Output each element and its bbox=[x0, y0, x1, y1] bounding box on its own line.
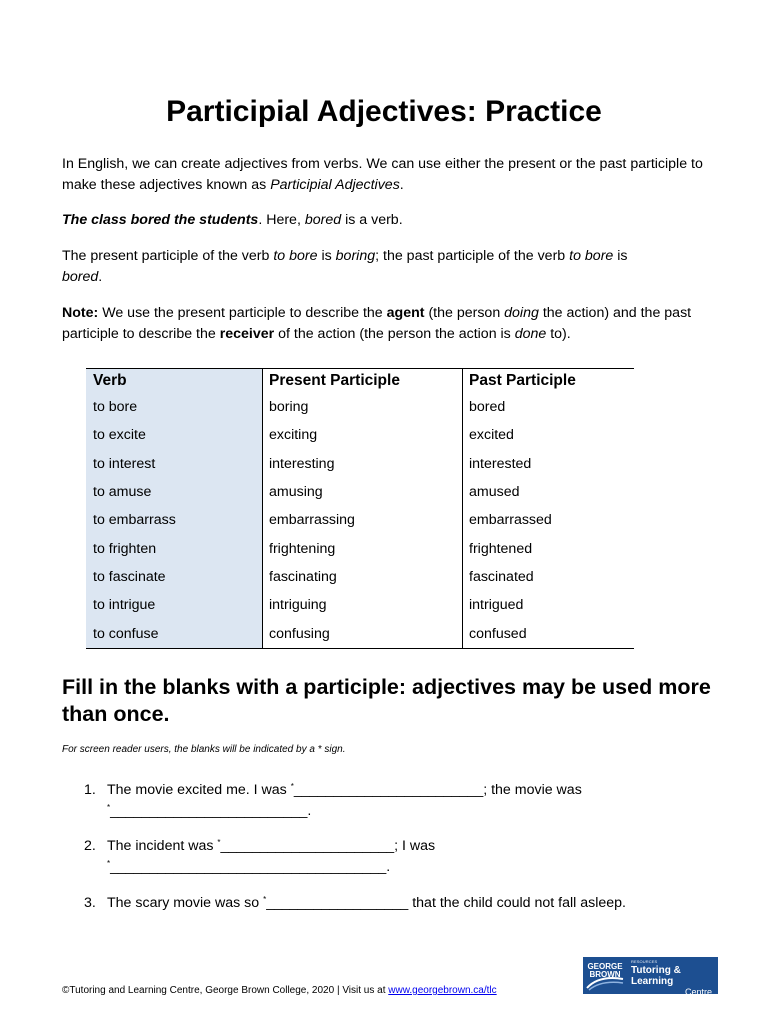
table-row bbox=[86, 591, 634, 619]
text-run: that the child could not fall asleep. bbox=[408, 895, 626, 911]
intro-term: Participial Adjectives bbox=[270, 177, 400, 193]
logo-sub: Centre bbox=[684, 987, 712, 997]
example-verb: bored bbox=[304, 212, 342, 228]
blank-field[interactable]: __________________ bbox=[266, 895, 409, 911]
header-past: Past Participle bbox=[469, 372, 576, 389]
table-row bbox=[86, 563, 634, 591]
table-row bbox=[86, 506, 634, 534]
cell-past: interested bbox=[469, 455, 532, 472]
exercise-item bbox=[84, 893, 724, 914]
cell-past: amused bbox=[469, 484, 520, 501]
text-run: . bbox=[98, 269, 103, 285]
exercise-item bbox=[84, 780, 724, 822]
text-run: The incident was bbox=[107, 838, 218, 854]
george-brown-logo-mark bbox=[583, 957, 627, 994]
text-run: is bbox=[317, 248, 336, 264]
table-row bbox=[86, 478, 634, 506]
footer bbox=[62, 985, 497, 996]
swoosh-icon bbox=[585, 975, 625, 991]
table-row bbox=[86, 619, 634, 647]
cell-present: exciting bbox=[263, 421, 463, 449]
example-end: is a verb. bbox=[341, 212, 403, 228]
text-run: of the action (the person the action is bbox=[274, 326, 515, 342]
header-verb: Verb bbox=[86, 369, 263, 393]
text-run: bored bbox=[62, 269, 99, 285]
text-run: to bore bbox=[569, 248, 614, 264]
logo-college-name: GEORGE BROWN bbox=[587, 962, 623, 979]
item-text bbox=[107, 780, 582, 822]
cell-past: intrigued bbox=[469, 597, 524, 614]
cell-present: frightening bbox=[263, 534, 463, 562]
cell-present: interesting bbox=[263, 450, 463, 478]
participles-paragraph bbox=[62, 246, 712, 288]
blank-field[interactable]: ______________________ bbox=[220, 838, 395, 854]
exercise-item bbox=[84, 836, 724, 878]
cell-present: embarrassing bbox=[263, 506, 463, 534]
logo-text bbox=[627, 953, 718, 998]
text-run: The present participle of the verb bbox=[62, 248, 274, 264]
item-number: 1. bbox=[84, 782, 96, 798]
cell-verb: to amuse bbox=[86, 478, 263, 506]
screen-reader-note: For screen reader users, the blanks will be indicated by a * sign. bbox=[62, 744, 346, 755]
exercise-heading: Fill in the blanks with a participle: adjectives may be used more than once. bbox=[62, 675, 711, 726]
intro-paragraph bbox=[62, 154, 712, 196]
table-row bbox=[86, 421, 634, 449]
example-paragraph bbox=[62, 210, 712, 231]
header-present: Present Participle bbox=[263, 369, 463, 393]
cell-present: intriguing bbox=[263, 591, 463, 619]
text-run: to). bbox=[546, 326, 571, 342]
text-run: agent bbox=[386, 305, 425, 321]
blank-star: * bbox=[290, 782, 294, 791]
item-text bbox=[107, 836, 435, 878]
intro-text: In English, we can create adjectives from verbs. We can use either the present or the past participle to make these adjectives known as bbox=[62, 156, 703, 193]
text-run: done bbox=[514, 326, 547, 342]
blank-star: * bbox=[263, 895, 267, 904]
text-run: boring bbox=[335, 248, 376, 264]
cell-verb: to bore bbox=[86, 393, 263, 421]
cell-verb: to embarrass bbox=[86, 506, 263, 534]
item-text bbox=[107, 893, 626, 914]
text-run: . bbox=[386, 859, 391, 875]
blank-star: * bbox=[107, 859, 111, 868]
college-logo bbox=[583, 953, 718, 997]
cell-past: frightened bbox=[469, 540, 533, 557]
blank-field[interactable]: ________________________ bbox=[293, 782, 484, 798]
text-run: The scary movie was so bbox=[107, 895, 264, 911]
example-sentence: The class bored the students bbox=[62, 212, 259, 228]
cell-verb: to intrigue bbox=[86, 591, 263, 619]
cell-past: bored bbox=[469, 399, 506, 416]
table-header-row bbox=[86, 369, 634, 393]
text-run: to bore bbox=[273, 248, 318, 264]
cell-verb: to frighten bbox=[86, 534, 263, 562]
item-number: 2. bbox=[84, 838, 96, 854]
table-row bbox=[86, 450, 634, 478]
table-body bbox=[86, 393, 634, 648]
cell-present: fascinating bbox=[263, 563, 463, 591]
footer-text: ©Tutoring and Learning Centre, George Brown College, 2020 | Visit us at bbox=[62, 985, 389, 996]
participle-table bbox=[86, 368, 634, 649]
text-run: The movie excited me. I was bbox=[107, 782, 291, 798]
cell-present: confusing bbox=[263, 619, 463, 647]
blank-field[interactable]: _________________________ bbox=[110, 803, 308, 819]
footer-link[interactable]: www.georgebrown.ca/tlc bbox=[388, 985, 497, 996]
text-run: We use the present participle to describe the bbox=[98, 305, 387, 321]
cell-verb: to interest bbox=[86, 450, 263, 478]
text-run: doing bbox=[504, 305, 539, 321]
text-run: is bbox=[613, 248, 628, 264]
cell-present: boring bbox=[263, 393, 463, 421]
text-run: ; the movie was bbox=[483, 782, 582, 798]
text-run: ; the past participle of the verb bbox=[375, 248, 570, 264]
blank-star: * bbox=[107, 803, 111, 812]
item-number: 3. bbox=[84, 895, 96, 911]
text-run: ; I was bbox=[394, 838, 436, 854]
cell-past: embarrassed bbox=[469, 512, 552, 529]
example-mid: . Here, bbox=[258, 212, 305, 228]
cell-present: amusing bbox=[263, 478, 463, 506]
table-row bbox=[86, 534, 634, 562]
cell-past: fascinated bbox=[469, 568, 534, 585]
cell-verb: to excite bbox=[86, 421, 263, 449]
note-label: Note: bbox=[62, 305, 99, 321]
text-run: receiver bbox=[219, 326, 275, 342]
blank-star: * bbox=[217, 838, 221, 847]
text-run: (the person bbox=[424, 305, 505, 321]
cell-verb: to confuse bbox=[86, 619, 263, 647]
cell-past: excited bbox=[469, 427, 514, 444]
note-paragraph bbox=[62, 303, 712, 345]
page-title: Participial Adjectives: Practice bbox=[166, 95, 602, 128]
intro-period: . bbox=[399, 177, 404, 193]
text-run: the action) and the past participle to describe the bbox=[62, 305, 692, 342]
cell-verb: to fascinate bbox=[86, 563, 263, 591]
logo-tagline: ACADEMIC SERVICES & LEARNING RESOURCES bbox=[631, 953, 702, 964]
logo-main: Tutoring & Learning bbox=[631, 965, 681, 987]
table-row bbox=[86, 393, 634, 421]
blank-field[interactable]: ___________________________________ bbox=[110, 859, 387, 875]
cell-past: confused bbox=[469, 625, 527, 642]
text-run: . bbox=[307, 803, 312, 819]
